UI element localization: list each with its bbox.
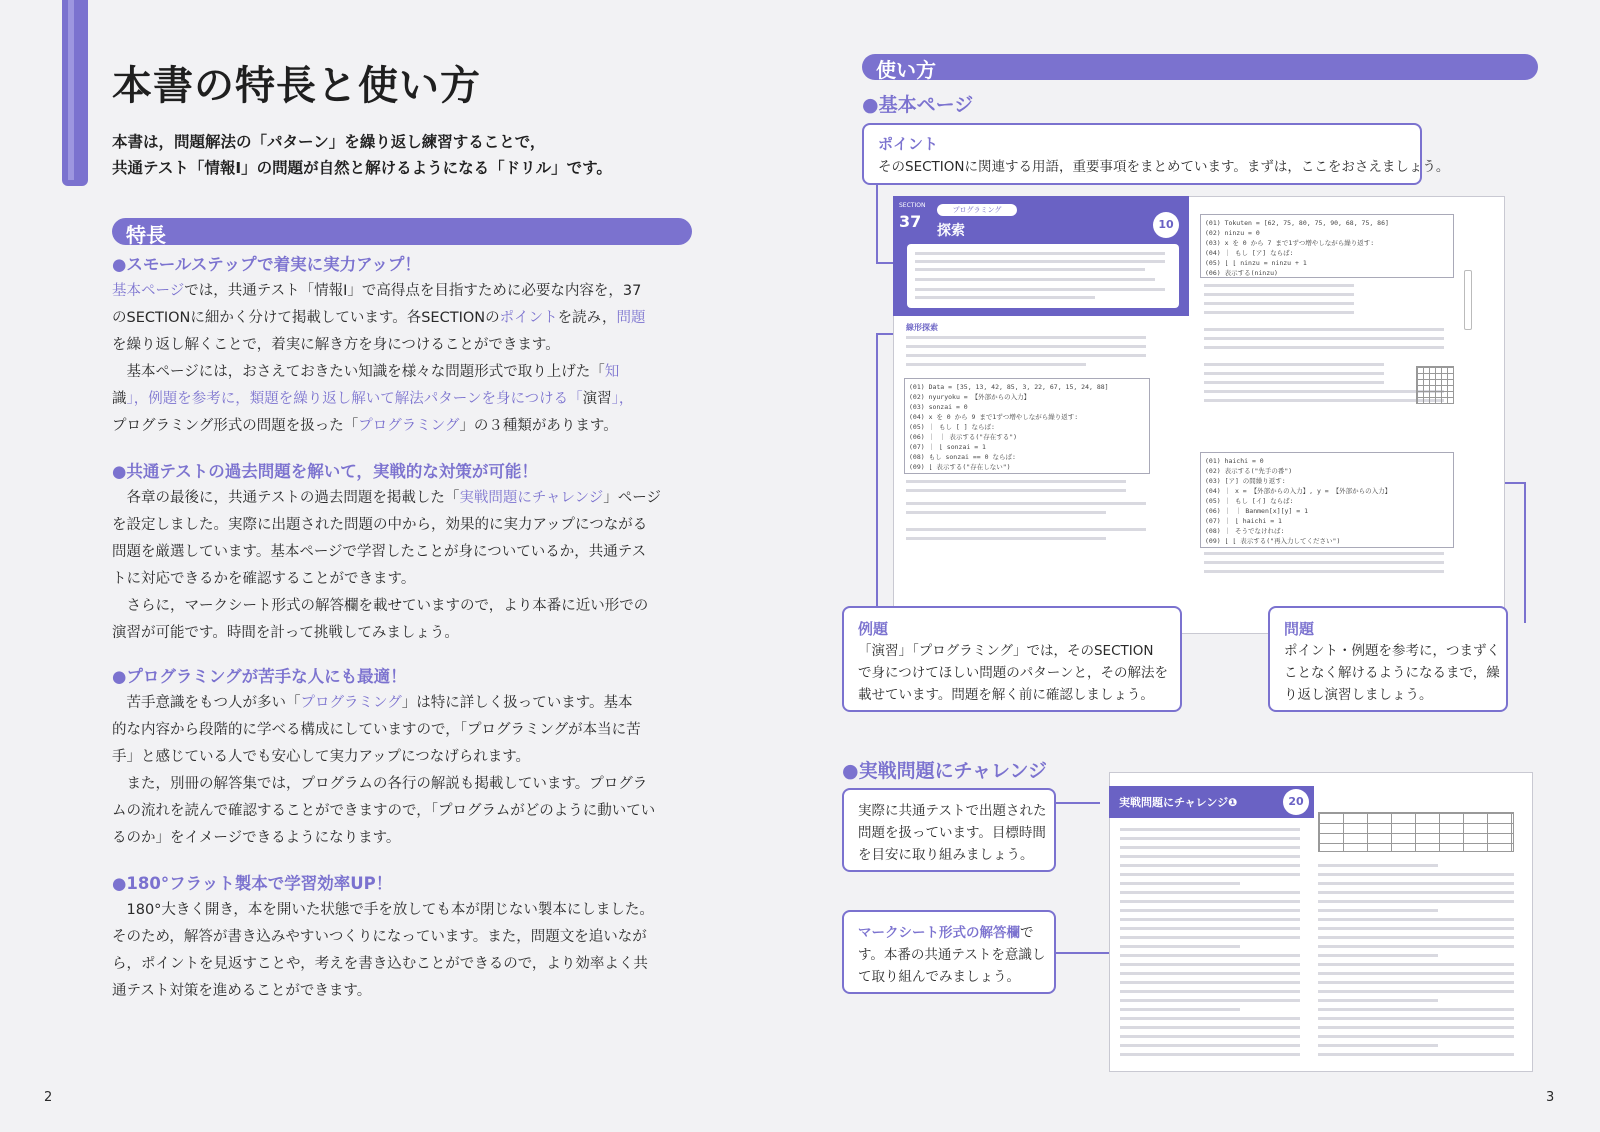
code-line: (08) ｜ そうでなければ: [1205,527,1285,535]
sample-section-number: 37 [899,212,922,231]
challenge-text-line [1120,963,1300,966]
challenge-text-line [1120,855,1300,858]
features-label: 特長 [126,223,166,247]
challenge-text-line [1318,927,1514,930]
feature-1-line-3 [112,333,692,354]
text-segment: ら，ポイントを見返すことや，考えを書き込むことができるので，より効率よく共 [112,956,648,972]
code-line: (06) ｜ ｜ Banmen[x][y] = 1 [1205,507,1309,515]
feature-1-line-1 [112,279,692,300]
highlight-term: 問題 [616,310,646,326]
challenge-text-line [1120,1017,1300,1020]
sample-tag: プログラミング [937,204,1017,216]
feature-3-line-3 [112,745,692,766]
challenge-text-line [1318,1044,1438,1047]
challenge-text-line [1318,918,1514,921]
feature-2-line-2 [112,513,692,534]
feature-3-line-6 [112,826,692,847]
challenge-text-line [1120,936,1300,939]
challenge-text-line [1120,1053,1300,1056]
challenge-text-line [1318,909,1438,912]
challenge-text-line [1120,972,1300,975]
text-segment: 」ページ [603,490,661,506]
feature-1-line-5 [112,387,692,408]
challenge-text-line [1318,882,1514,885]
marksheet-callout [842,910,1056,994]
marksheet-line-2: す。本番の共通テストを意識し [858,947,1046,963]
highlight-term: プログラミング [300,695,402,711]
challenge-callout [842,788,1056,872]
text-segment: を繰り返し解くことで，着実に解き方を身につけることができます。 [112,337,560,353]
challenge-line-1: 実際に共通テストで出題された [858,803,1047,819]
example-line-2: で身につけてほしい問題のパターンと，その解法を [858,665,1168,681]
challenge-text-line [1318,891,1514,894]
code-line: (01) Tokuten = [62, 75, 80, 75, 90, 68, 75, 86] [1205,219,1389,227]
text-segment: では，共通テスト「情報Ⅰ」で高得点を目指すために必要な内容を，37 [184,283,642,299]
text-segment: また，別冊の解答集では，プログラムの各行の解説も掲載しています。プログラ [112,776,648,792]
feature-2-line-6 [112,621,692,642]
page-number-left: 2 [44,1090,53,1105]
marksheet-line-3: て取り組んでみましょう。 [858,969,1020,985]
text-segment: を読み， [557,310,617,326]
challenge-text-line [1120,873,1300,876]
feature-4-line-4 [112,979,692,1000]
text-segment: 各章の最後に，共通テストの過去問題を掲載した「 [112,490,460,506]
point-callout [862,123,1450,185]
example-line-1: 「演習」「プログラミング」では，そのSECTION [858,643,1154,659]
challenge-text-line [1120,927,1300,930]
challenge-text-line [1318,954,1438,957]
challenge-text-line [1318,981,1514,984]
sample-header [893,196,1189,316]
code-line: (03) x を 0 から 7 まで1ずつ増やしながら繰り返す: [1205,239,1375,247]
feature-4-line-3 [112,952,692,973]
challenge-text-line [1318,936,1514,939]
connector-problem [1524,483,1526,623]
text-segment: プログラミング形式の問題を扱った「 [112,418,359,434]
feature-2-line-1 [112,486,692,507]
text-segment: 演習 [582,391,612,407]
point-title: ポイント [878,135,939,153]
code-line: (05) ⌊ ⌊ ninzu = ninzu + 1 [1205,259,1307,267]
sample-board-grid [1416,366,1454,404]
text-segment: トに対応できるかを確認することができます。 [112,571,416,587]
challenge-sample-title: 実戦問題にチャレンジ❶ [1119,796,1238,809]
challenge-text-line [1120,1008,1240,1011]
text-segment: 識 [112,391,127,407]
challenge-text-line [1120,864,1300,867]
feature-heading-3: ●プログラミングが苦手な人にも最適！ [112,667,407,686]
feature-3-line-1 [112,691,692,712]
feature-heading-4: ●180°フラット製本で学習効率UP！ [112,874,393,893]
challenge-text-line [1120,828,1300,831]
sample-side-tab [1464,270,1472,330]
challenge-text-line [1318,945,1514,948]
sample-section-label: SECTION [899,202,926,209]
marksheet-title: マークシート形式の解答欄 [858,925,1020,941]
challenge-text-line [1318,999,1438,1002]
challenge-text-line [1120,945,1240,948]
code-line: (02) nyuryoku = 【外部からの入力】 [909,393,1031,401]
text-segment: を設定しました。実際に出題された問題の中から，効果的に実力アップにつながる [112,517,648,533]
text-segment: 通テスト対策を進めることができます。 [112,983,372,999]
code-line: (04) ｜ x = 【外部からの入力】, y = 【外部からの入力】 [1205,487,1392,495]
text-segment: 的な内容から段階的に学べる構成にしていますので，「プログラミングが本当に苦 [112,722,641,738]
connector-example [876,333,878,623]
code-line: (03) [ア] の間繰り返す: [1205,477,1286,485]
challenge-heading: ●実戦問題にチャレンジ [842,760,1048,782]
text-segment: 」の３種類があります。 [459,418,618,434]
sample-choices-left [906,480,1152,540]
highlight-term: 」，例題を参考に，類題を繰り返し解いて解法パターンを身につける「 [126,391,583,407]
challenge-text-line [1120,954,1300,957]
challenge-text-line [1120,837,1300,840]
code-line: (01) haichi = 0 [1205,457,1264,465]
challenge-text-line [1120,1044,1300,1047]
text-segment: 180°大きく開き，本を開いた状態で手を放しても本が閉じない製本にしました。 [112,902,654,918]
challenge-text-line [1120,990,1300,993]
challenge-text-line [1318,963,1514,966]
feature-2-line-3 [112,540,692,561]
code-line: (09) ⌊ ⌊ 表示する("再入力してください") [1205,537,1341,545]
text-segment: 」は特に詳しく扱っています。基本 [401,695,633,711]
marksheet-line-1 [858,922,1034,944]
challenge-line-3: を目安に取り組みましょう。 [858,847,1034,863]
feature-3-line-5 [112,799,692,820]
text-segment: ムの流れを読んで確認することができますので，「プログラムがどのように動いてい [112,803,656,819]
challenge-text-line [1318,990,1514,993]
sample-example-text [906,336,1154,366]
challenge-timer-badge: 20 [1283,789,1309,815]
challenge-text-line [1318,873,1514,876]
page-number-right: 3 [1546,1090,1555,1105]
code-line: (07) ｜ ⌊ sonzai = 1 [909,443,986,451]
code-line: (06) 表示する(ninzu) [1205,269,1278,277]
code-line: (08) もし sonzai == 0 ならば: [909,453,1016,461]
text-segment: 演習が可能です。時間を計って挑戦してみましょう。 [112,625,459,641]
point-text: そのSECTIONに関連する用語，重要事項をまとめています。まずは，ここをおさえましょう。 [878,159,1450,175]
example-callout [842,606,1182,712]
challenge-text-line [1120,909,1300,912]
challenge-text-line [1318,1035,1514,1038]
challenge-text-line [1318,1017,1514,1020]
example-title: 例題 [858,620,889,638]
sample-point-box [907,244,1179,308]
highlight-term: ポイント [499,310,558,326]
sample-choices-right-2 [1204,552,1454,573]
feature-3-line-2 [112,718,692,739]
problem-line-2: ことなく解けるようになるまで，繰 [1284,665,1500,681]
feature-3-line-4 [112,772,692,793]
feature-heading-1: ●スモールステップで着実に実力アップ！ [112,255,421,274]
sample-timer-badge: 10 [1153,212,1179,238]
challenge-text-line [1120,918,1300,921]
text-segment: のSECTIONに細かく分けて掲載しています。各SECTIONの [112,310,500,326]
code-line: (09) ⌊ 表示する("存在しない") [909,463,1011,471]
feature-4-line-1 [112,898,692,919]
text-segment: さらに，マークシート形式の解答欄を載せていますので，より本番に近い形での [112,598,649,614]
usage-label: 使い方 [876,58,936,82]
features-band [112,218,692,245]
challenge-text-line [1120,981,1300,984]
connector-challenge [1056,802,1100,804]
challenge-text-line [1318,1008,1514,1011]
challenge-text-line [1318,864,1438,867]
challenge-sample-table [1318,812,1514,852]
code-line: (02) 表示する("先手の番") [1205,467,1293,475]
feature-1-line-4 [112,360,692,381]
problem-callout [1268,606,1508,712]
feature-1-line-2 [112,306,692,327]
code-line: (05) ｜ もし [ ] ならば: [909,423,995,431]
challenge-text-line [1318,1053,1514,1056]
challenge-text-line [1120,900,1300,903]
challenge-sample-header [1109,786,1314,818]
challenge-line-2: 問題を扱っています。目標時間 [858,825,1046,841]
text-segment: 苦手意識をもつ人が多い「 [112,695,301,711]
code-line: (03) sonzai = 0 [909,403,968,411]
feature-2-line-5 [112,594,692,615]
usage-band [862,54,1538,80]
challenge-text-line [1120,882,1240,885]
challenge-text-line [1120,846,1300,849]
code-line: (01) Data = [35, 13, 42, 85, 3, 22, 67, 15, 24, 88] [909,383,1109,391]
code-line: (04) ｜ もし [ア] ならば: [1205,249,1294,257]
feature-1-line-6 [112,414,692,435]
text-segment: 手」と感じている人でも安心して実力アップにつなげられます。 [112,749,531,765]
challenge-text-line [1120,999,1300,1002]
text-segment: るのか」をイメージできるようになります。 [112,830,401,846]
sample-code-right [1200,214,1454,278]
basic-page-heading: ●基本ページ [862,94,974,116]
feature-heading-2: ●共通テストの過去問題を解いて，実戦的な対策が可能！ [112,462,538,481]
code-line: (02) ninzu = 0 [1205,229,1260,237]
highlight-term: 実戦問題にチャレンジ [459,490,604,506]
title-accent-bar [62,0,88,186]
sample-code-right-2 [1200,452,1454,548]
connector-point [876,185,878,263]
sample-subhead: 線形探索 [906,323,938,332]
sample-code-left [904,378,1150,474]
challenge-text-line [1120,891,1300,894]
intro-line-2: 共通テスト「情報Ⅰ」の問題が自然と解けるようになる「ドリル」です。 [112,159,612,177]
highlight-term: プログラミング [358,418,460,434]
problem-title: 問題 [1284,620,1315,638]
marksheet-suffix: で [1020,925,1034,941]
example-line-3: 載せています。問題を解く前に確認しましょう。 [858,687,1154,703]
highlight-term: 基本ページ [112,283,185,299]
challenge-text-line [1318,1026,1514,1029]
text-segment: 問題を厳選しています。基本ページで学習したことが身についているか，共通テス [112,544,647,560]
highlight-term: 知 [604,364,620,380]
intro-line-1: 本書は，問題解法の「パターン」を繰り返し練習することで， [112,133,546,151]
challenge-text-line [1120,1026,1300,1029]
code-line: (04) x を 0 から 9 まで1ずつ増やしながら繰り返す: [909,413,1079,421]
highlight-term: 」， [611,391,634,407]
code-line: (05) ｜ もし [イ] ならば: [1205,497,1294,505]
code-line: (06) ｜ ｜ 表示する("存在する") [909,433,1018,441]
challenge-text-line [1318,972,1514,975]
challenge-text-line [1318,900,1514,903]
feature-4-line-2 [112,925,692,946]
sample-title: 探索 [937,223,965,239]
challenge-text-line [1120,1035,1300,1038]
code-line: (07) ｜ ⌊ haichi = 1 [1205,517,1282,525]
problem-line-3: り返し演習しましょう。 [1284,687,1433,703]
text-segment: 基本ページには，おさえておきたい知識を様々な問題形式で取り上げた「 [112,364,605,380]
text-segment: そのため，解答が書き込みやすいつくりになっています。また，問題文を追いなが [112,929,647,945]
page-title: 本書の特長と使い方 [112,63,481,109]
problem-line-1: ポイント・例題を参考に，つまずく [1284,643,1500,659]
feature-2-line-4 [112,567,692,588]
